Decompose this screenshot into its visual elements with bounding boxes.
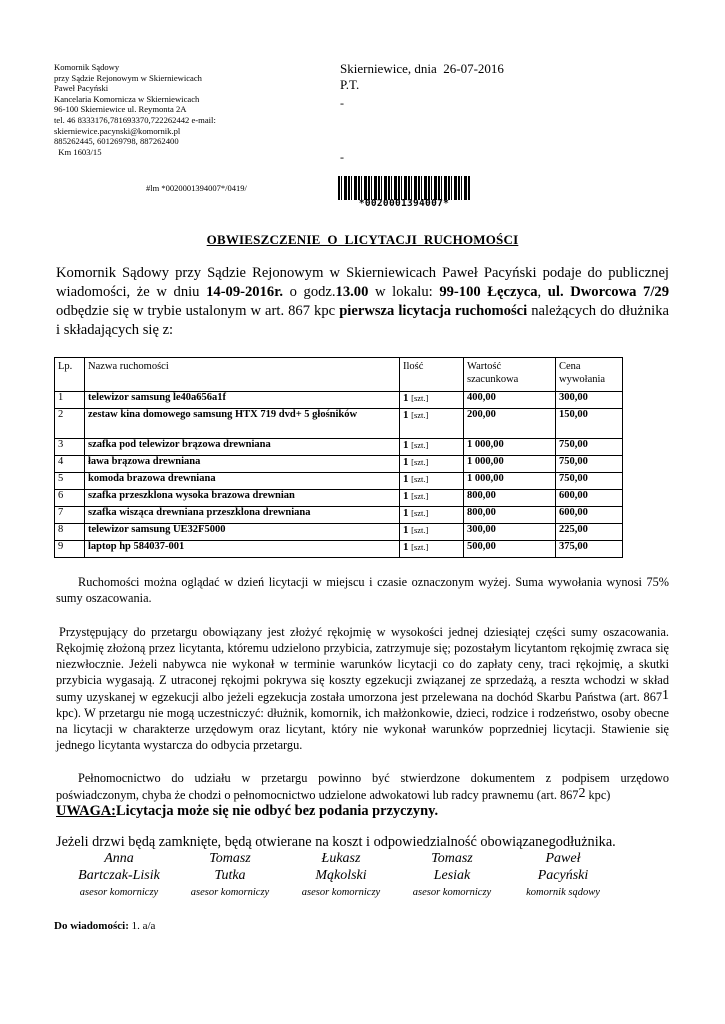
deposit-text: kpc). W przetargu nie mogą uczestniczyć: dłużnik, komornik, ich małżonkowie, dzieci, rodzice i rodzeństwo, osoby obecne na licytacji w charakterze urzędowym oraz licytant, który nie wykonał warunków poprzedniej licytacji. Stawienie się jednego licytanta wystarcza do odbycia przetargu.	[56, 706, 669, 752]
article-superscript: 1	[662, 688, 669, 703]
sender-line: Km 1603/15	[54, 146, 102, 157]
signature-first-name: Tomasz	[209, 851, 251, 866]
qty-unit: [szt.]	[411, 542, 429, 552]
header-lp: Lp.	[55, 358, 85, 392]
items-table	[54, 357, 623, 558]
signature-last-name: Lesiak	[433, 868, 471, 883]
cell-price: 375,00	[556, 541, 623, 558]
signature-last-name: Tutka	[214, 868, 246, 883]
signature-last-name: Bartczak-Lisik	[78, 868, 160, 883]
deposit-text: Przystępujący do przetargu obowiązany jest złożyć rękojmię w wysokości jednej dziesiątej części sumy oszacowania. Rękojmię złożoną przez licytanta, któremu udzielono przybicia, zatrzymuje się; pozostałym licytantom rękojmię zwraca się niezwłocznie. Jeżeli nabywca nie wykonał w terminie warunków licytacji co do zapłaty ceny, traci rękojmię, a skutki przybicia wygasają. Z utraconej rękojmi pokrywa się koszty egzekucji związanej ze sprzedażą, a reszta wchodzi w skład sumy uzyskanej w egzekucji albo jeżeli egzekucja została umorzona jest przelewana na dochód Skarbu Państwa (art. 867	[56, 625, 669, 704]
signature-first-name: Łukasz	[321, 851, 361, 866]
document-title: OBWIESZCZENIE O LICYTACJI RUCHOMOŚCI	[206, 232, 519, 247]
cell-qty	[400, 409, 464, 439]
cell-price: 750,00	[556, 439, 623, 456]
qty-unit: [szt.]	[411, 393, 429, 403]
table-row	[55, 392, 623, 409]
signature-role: komornik sądowy	[526, 887, 600, 898]
warning-label: UWAGA:	[56, 803, 116, 819]
intro-paragraph	[56, 264, 669, 340]
cell-lp: 5	[55, 473, 85, 490]
cell-lp: 9	[55, 541, 85, 558]
proxy-text: Pełnomocnictwo do udziału w przetargu powinno być stwierdzone dokumentem z podpisem urzędowo poświadczonym, chyba że chodzi o pełnomocnictwo udzielone adwokatowi lub radcy prawnemu (art. 867	[56, 771, 669, 802]
cell-name: telewizor samsung UE32F5000	[85, 524, 400, 541]
signature-last-name: Mąkolski	[315, 868, 367, 883]
cell-qty	[400, 507, 464, 524]
qty-value: 1	[403, 409, 409, 421]
header-value-line: Wartość	[467, 361, 502, 372]
sender-line: przy Sądzie Rejonowym w Skierniewicach	[54, 72, 202, 83]
cell-price: 600,00	[556, 490, 623, 507]
addressee: P.T.	[340, 77, 360, 92]
qty-value: 1	[403, 473, 409, 485]
viewing-paragraph	[56, 574, 669, 606]
barcode	[338, 176, 470, 209]
cell-name: szafka pod telewizor brązowa drewniana	[85, 439, 400, 456]
qty-value: 1	[403, 456, 409, 468]
qty-value: 1	[403, 439, 409, 451]
cell-price: 300,00	[556, 392, 623, 409]
sender-line: 885262445, 601269798, 887262400	[54, 136, 179, 147]
auction-street: ul. Dworcowa 7/29	[547, 284, 669, 300]
reference-code: #lm *0020001394007*/0419/	[146, 183, 247, 193]
warning-line	[56, 803, 438, 820]
header-price-line: Cena	[559, 361, 581, 372]
cell-price: 225,00	[556, 524, 623, 541]
cell-value: 300,00	[464, 524, 556, 541]
barcode-text: *0020001394007*	[358, 198, 450, 209]
auction-place: 99-100 Łęczyca	[439, 284, 538, 300]
signature-first-name: Paweł	[545, 851, 581, 866]
qty-unit: [szt.]	[411, 474, 429, 484]
cell-qty	[400, 439, 464, 456]
table-row	[55, 456, 623, 473]
cell-value: 200,00	[464, 409, 556, 439]
sender-line: Paweł Pacyński	[54, 83, 109, 94]
qty-unit: [szt.]	[411, 410, 429, 420]
cell-qty	[400, 524, 464, 541]
cell-value: 500,00	[464, 541, 556, 558]
cell-value: 800,00	[464, 507, 556, 524]
qty-unit: [szt.]	[411, 525, 429, 535]
header-value-line: szacunkowa	[467, 374, 519, 385]
signature-role: asesor komorniczy	[412, 887, 492, 898]
cell-lp: 1	[55, 392, 85, 409]
qty-unit: [szt.]	[411, 508, 429, 518]
doors-notice: Jeżeli drzwi będą zamknięte, będą otwierane na koszt i odpowiedzialność obowiązanegodłużnika.	[56, 834, 616, 850]
cell-lp: 4	[55, 456, 85, 473]
cell-name: komoda brazowa drewniana	[85, 473, 400, 490]
table-header-row	[55, 358, 623, 392]
header-price-line: wywołania	[559, 374, 606, 385]
table-row	[55, 507, 623, 524]
cell-lp: 3	[55, 439, 85, 456]
header-qty: Ilość	[400, 358, 464, 392]
intro-text: odbędzie się w trybie ustalonym w art. 867 kpc	[56, 303, 340, 319]
sender-line: 96-100 Skierniewice ul. Reymonta 2A	[54, 104, 187, 115]
cell-price: 600,00	[556, 507, 623, 524]
cell-qty	[400, 541, 464, 558]
place-date: Skierniewice, dnia 26-07-2016	[340, 61, 504, 76]
intro-text: należących do dłużnika i składających się z:	[56, 303, 669, 338]
cell-lp: 6	[55, 490, 85, 507]
table-row	[55, 409, 623, 439]
barcode-bars	[338, 176, 470, 200]
cell-name: szafka przeszklona wysoka brazowa drewnian	[85, 490, 400, 507]
sender-line: tel. 46 8333176,781693370,722262442 e-mail:	[54, 114, 216, 125]
header-price	[556, 358, 623, 392]
cell-qty	[400, 473, 464, 490]
qty-value: 1	[403, 507, 409, 519]
dash-line: -	[340, 96, 344, 110]
signature-first-name: Tomasz	[431, 851, 473, 866]
intro-text: o godz.	[282, 284, 336, 300]
cell-value: 400,00	[464, 392, 556, 409]
header-name: Nazwa ruchomości	[85, 358, 400, 392]
cell-value: 1 000,00	[464, 473, 556, 490]
footer-distribution	[54, 920, 155, 932]
dash-line: -	[340, 150, 344, 164]
signature-block	[498, 850, 628, 900]
article-superscript: 2	[578, 786, 586, 801]
cell-value: 1 000,00	[464, 439, 556, 456]
qty-unit: [szt.]	[411, 440, 429, 450]
qty-value: 1	[403, 392, 409, 404]
table-row	[55, 473, 623, 490]
table-row	[55, 524, 623, 541]
cell-lp: 2	[55, 409, 85, 439]
cell-value: 800,00	[464, 490, 556, 507]
sender-line: Komornik Sądowy	[54, 62, 120, 72]
footer-text: 1. a/a	[128, 920, 156, 932]
cell-qty	[400, 456, 464, 473]
qty-value: 1	[403, 490, 409, 502]
qty-value: 1	[403, 541, 409, 553]
cell-name: szafka wisząca drewniana przeszklona drewniana	[85, 507, 400, 524]
signature-role: asesor komorniczy	[190, 887, 270, 898]
signature-last-name: Pacyński	[537, 868, 589, 883]
cell-qty	[400, 392, 464, 409]
cell-price: 750,00	[556, 473, 623, 490]
warning-text: Licytacja może się nie odbyć bez podania przyczyny.	[115, 803, 439, 819]
cell-name: ława brązowa drewniana	[85, 456, 400, 473]
qty-unit: [szt.]	[411, 457, 429, 467]
sender-block	[54, 62, 304, 157]
auction-time: 13.00	[335, 284, 369, 300]
signature-role: asesor komorniczy	[301, 887, 381, 898]
cell-qty	[400, 490, 464, 507]
intro-text: ,	[537, 284, 548, 300]
cell-name: laptop hp 584037-001	[85, 541, 400, 558]
viewing-text: Ruchomości można oglądać w dzień licytacji w miejscu i czasie oznaczonym wyżej. Suma wywołania wynosi 75% sumy oszacowania.	[56, 575, 669, 605]
place-date-block	[340, 61, 504, 93]
proxy-text: kpc)	[585, 788, 611, 802]
table-row	[55, 490, 623, 507]
intro-text: w lokalu:	[368, 284, 440, 300]
signature-role: asesor komorniczy	[79, 887, 159, 898]
signature-first-name: Anna	[104, 851, 134, 866]
cell-price: 750,00	[556, 456, 623, 473]
cell-value: 1 000,00	[464, 456, 556, 473]
sender-line: skierniewice.pacynski@komornik.pl	[54, 125, 181, 136]
cell-name: zestaw kina domowego samsung HTX 719 dvd+ 5 głośników	[85, 409, 400, 439]
sender-line: Kancelaria Komornicza w Skierniewicach	[54, 93, 200, 104]
cell-price: 150,00	[556, 409, 623, 439]
deposit-paragraph	[56, 624, 669, 753]
cell-lp: 7	[55, 507, 85, 524]
header-value	[464, 358, 556, 392]
footer-label: Do wiadomości:	[54, 920, 129, 932]
qty-value: 1	[403, 524, 409, 536]
proxy-paragraph	[56, 770, 669, 803]
table-row	[55, 439, 623, 456]
intro-text: Komornik Sądowy przy Sądzie Rejonowym w Skierniewicach Paweł Pacyński podaje do publicznej wiadomości, że w dniu	[56, 265, 669, 300]
auction-type: pierwsza licytacja ruchomości	[339, 303, 528, 319]
table-row	[55, 541, 623, 558]
auction-date: 14-09-2016r.	[206, 284, 283, 300]
cell-lp: 8	[55, 524, 85, 541]
qty-unit: [szt.]	[411, 491, 429, 501]
cell-name: telewizor samsung le40a656a1f	[85, 392, 400, 409]
